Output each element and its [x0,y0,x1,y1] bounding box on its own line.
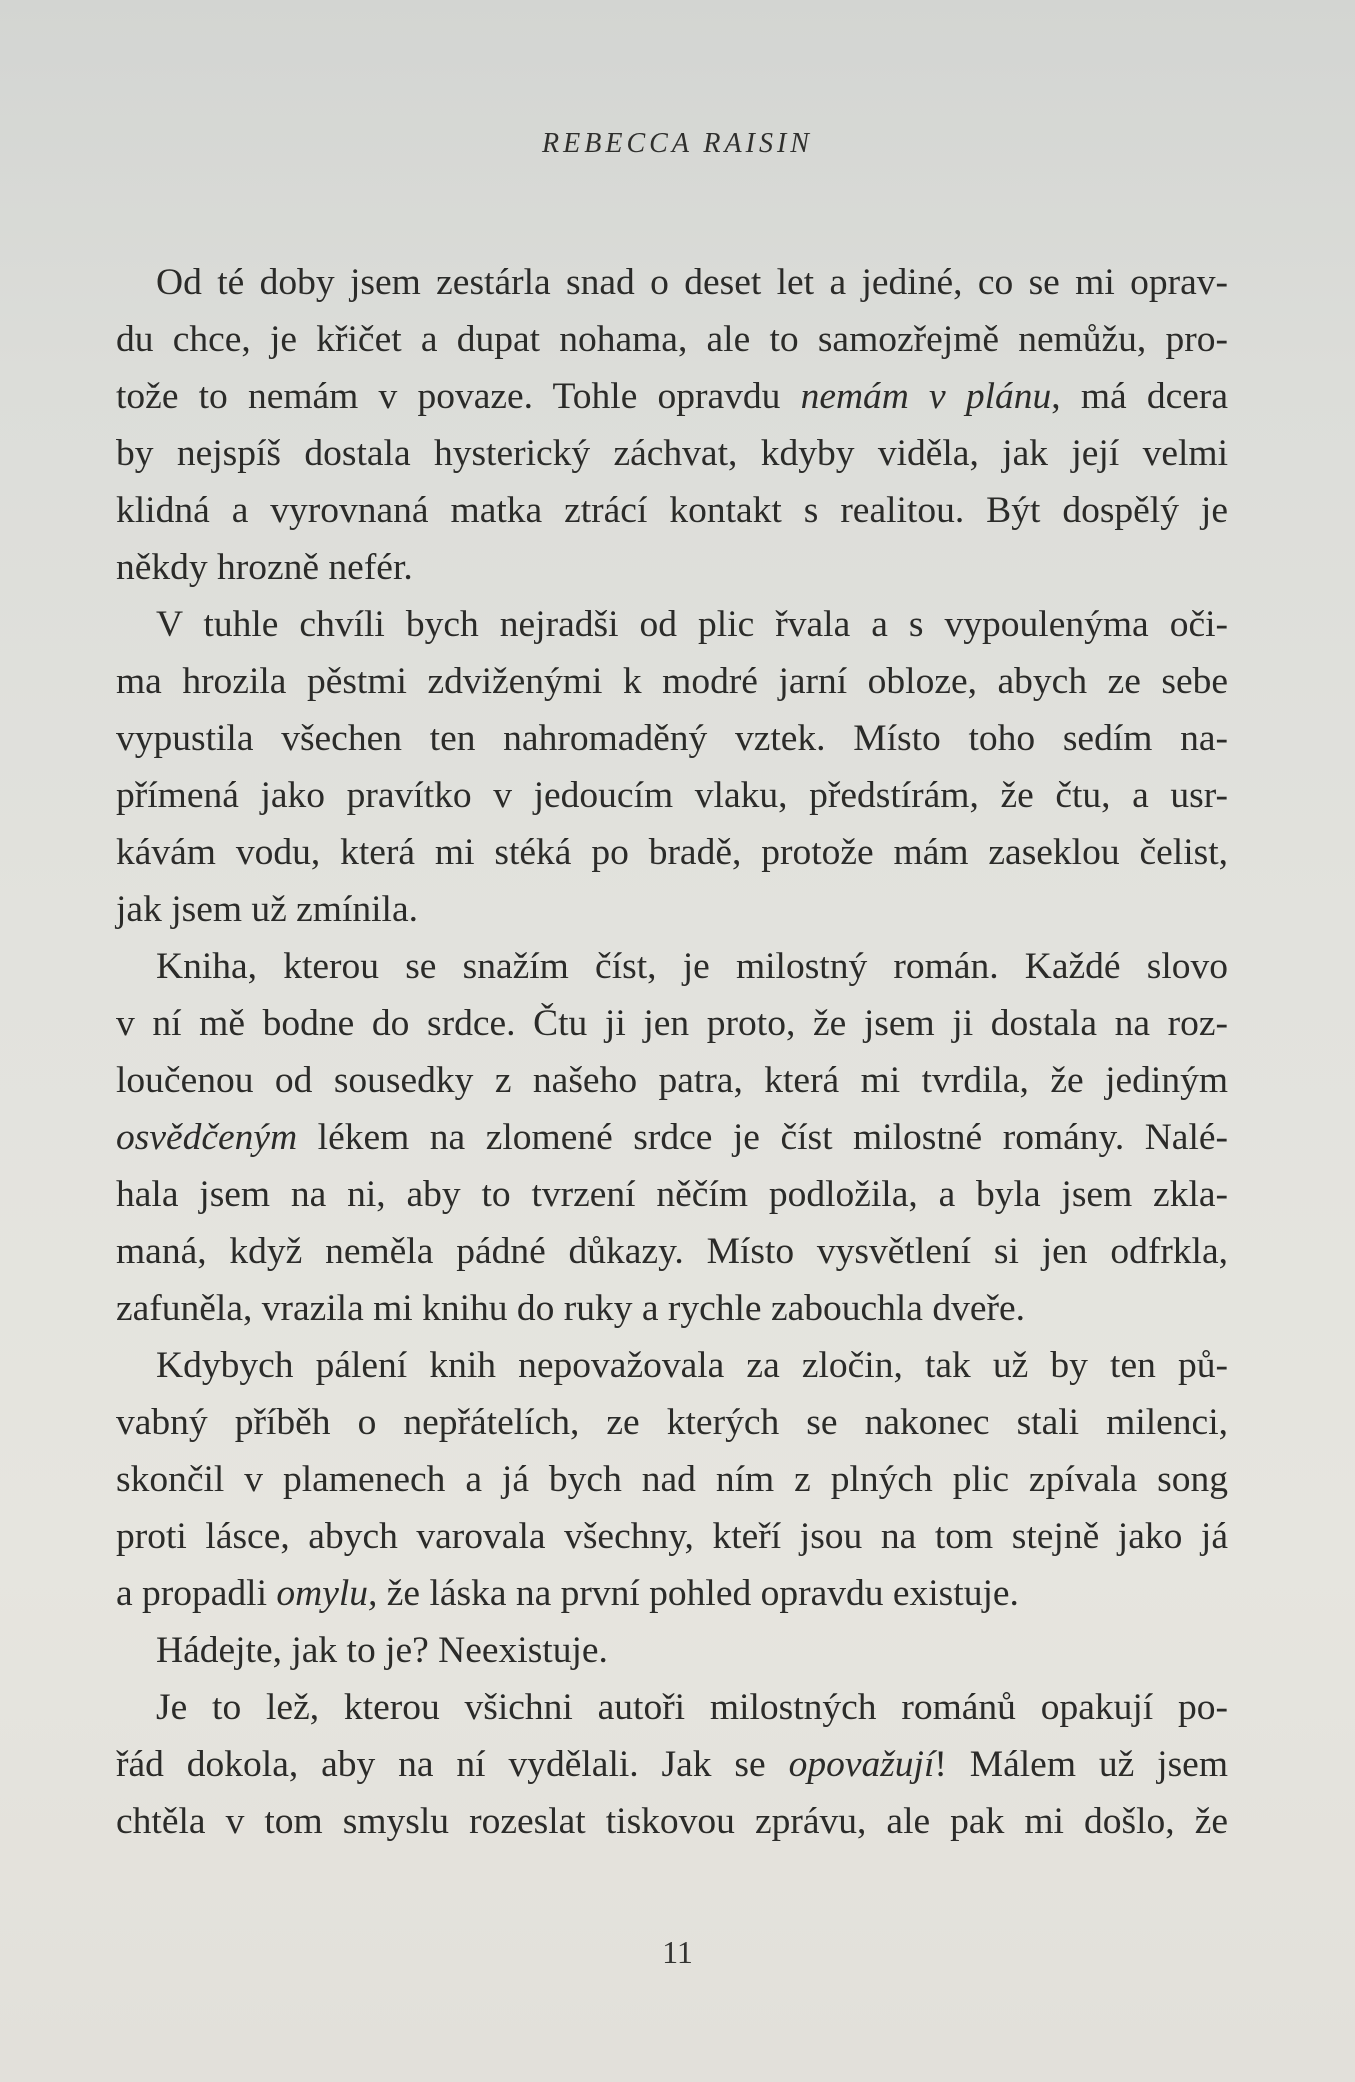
text-line: vypustila všechen ten nahromaděný vztek. Místo toho sedím na- [116,718,1228,759]
text-line: V tuhle chvíli bych nejradši od plic řvala a s vypoulenýma oči- [156,604,1228,645]
text-line: du chce, je křičet a dupat nohama, ale to samozřejmě nemůžu, pro- [116,319,1228,360]
text-segment: řád dokola, aby na ní vydělali. Jak se [116,1744,789,1785]
italic-emphasis: opovažují [788,1744,935,1785]
text-line [116,368,1228,425]
text-line [116,1565,1228,1622]
page-number: 11 [662,1934,693,1970]
text-line: skončil v plamenech a já bych nad ním z plných plic zpívala song [116,1459,1228,1500]
text-line: maná, když neměla pádné důkazy. Místo vysvětlení si jen odfrkla, [116,1231,1228,1272]
text-line: Od té doby jsem zestárla snad o deset let a jediné, co se mi oprav- [156,262,1228,303]
text-line: vabný příběh o nepřátelích, ze kterých se nakonec stali milenci, [116,1402,1228,1443]
text-segment: ! Málem už jsem [934,1744,1228,1785]
text-line [116,1109,1228,1166]
body-text [116,254,1228,1850]
text-line: Kdybych pálení knih nepovažovala za zločin, tak už by ten pů- [156,1345,1228,1386]
italic-emphasis: nemám v plánu [800,376,1052,417]
text-line: Je to lež, kterou všichni autoři milostných románů opakují po- [156,1687,1228,1728]
italic-emphasis: omylu, [276,1573,378,1614]
text-segment: lékem na zlomené srdce je číst milostné romány. Nalé- [297,1117,1228,1158]
text-line: hala jsem na ni, aby to tvrzení něčím podložila, a byla jsem zkla- [116,1174,1228,1215]
text-segment: a propadli [116,1573,277,1614]
text-line: Hádejte, jak to je? Neexistuje. [156,1630,608,1671]
text-line: někdy hrozně nefér. [116,547,413,588]
text-line: kávám vodu, která mi stéká po bradě, protože mám zaseklou čelist, [116,832,1228,873]
text-line: v ní mě bodne do srdce. Čtu ji jen proto, že jsem ji dostala na roz- [116,1003,1228,1044]
text-line [116,1736,1228,1793]
text-segment: že láska na první pohled opravdu existuje. [377,1573,1019,1614]
text-line: zafuněla, vrazila mi knihu do ruky a rychle zabouchla dveře. [116,1288,1025,1329]
italic-emphasis: osvědčeným [116,1117,298,1158]
text-line: by nejspíš dostala hysterický záchvat, kdyby viděla, jak její velmi [116,433,1228,474]
running-head: REBECCA RAISIN [542,128,813,159]
text-line: přímená jako pravítko v jedoucím vlaku, předstírám, že čtu, a usr- [116,775,1228,816]
text-line: loučenou od sousedky z našeho patra, která mi tvrdila, že jediným [116,1060,1228,1101]
text-line: Kniha, kterou se snažím číst, je milostný román. Každé slovo [156,946,1228,987]
text-line: proti lásce, abych varovala všechny, kteří jsou na tom stejně jako já [116,1516,1228,1557]
text-line: ma hrozila pěstmi zdviženými k modré jarní obloze, abych ze sebe [116,661,1228,702]
text-line: klidná a vyrovnaná matka ztrácí kontakt s realitou. Být dospělý je [116,490,1228,531]
text-segment: tože to nemám v povaze. Tohle opravdu [116,376,801,417]
text-segment: , má dcera [1051,376,1228,417]
text-line: chtěla v tom smyslu rozeslat tiskovou zprávu, ale pak mi došlo, že [116,1801,1228,1842]
text-line: jak jsem už zmínila. [116,889,418,930]
